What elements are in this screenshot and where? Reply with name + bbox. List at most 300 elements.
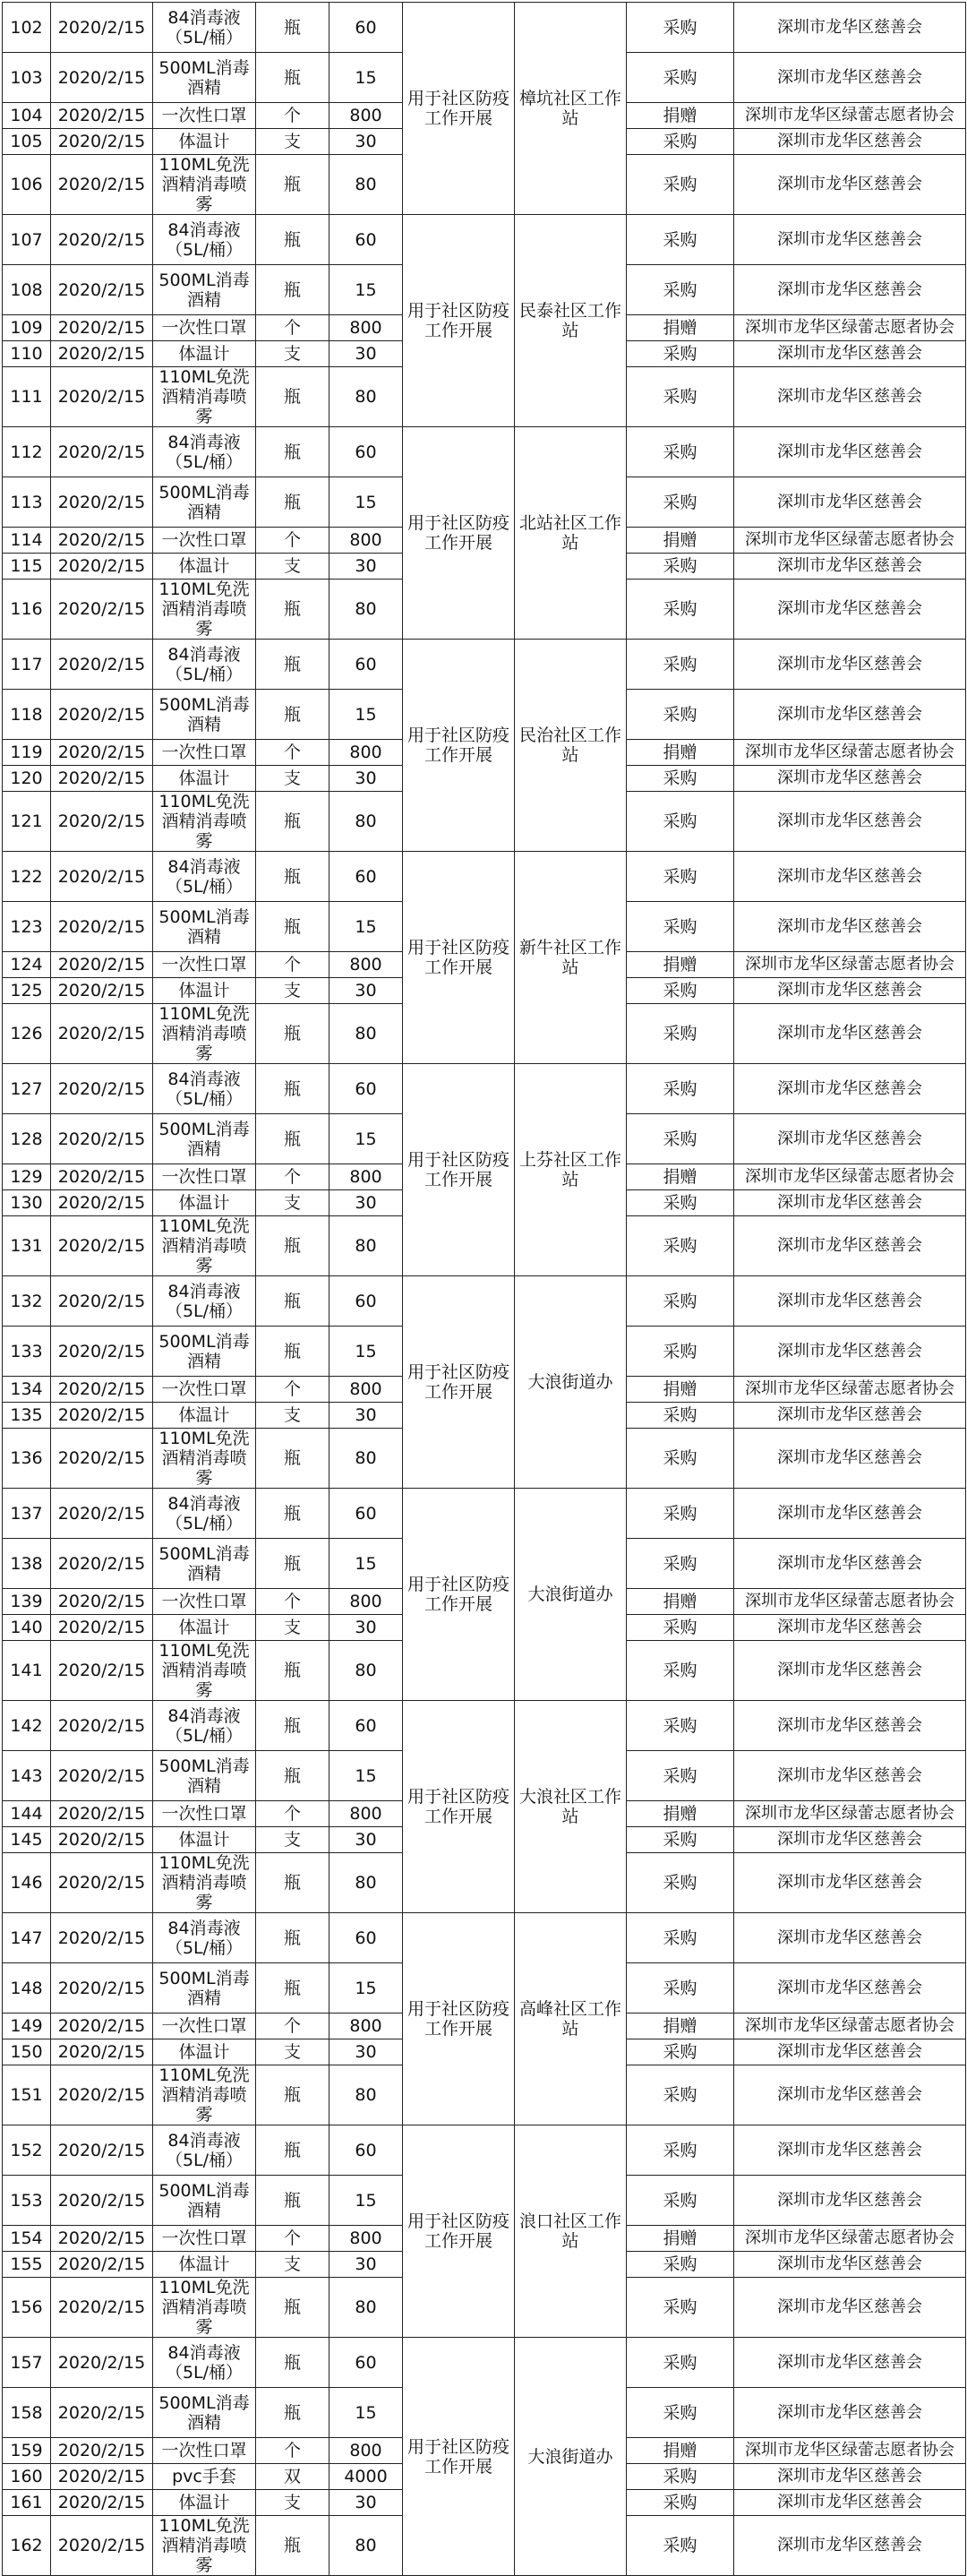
source-organization-cell: 深圳市龙华区慈善会 (734, 2252, 966, 2278)
unit-cell: 支 (256, 2039, 329, 2065)
source-organization-cell: 深圳市龙华区慈善会 (734, 2065, 966, 2125)
serial-number-cell: 102 (3, 3, 51, 53)
date-cell: 2020/2/15 (51, 103, 153, 129)
source-organization-cell: 深圳市龙华区慈善会 (734, 53, 966, 103)
item-name-cell: 110ML免洗酒精消毒喷雾 (153, 2516, 256, 2576)
date-cell: 2020/2/15 (51, 1377, 153, 1403)
serial-number-cell: 134 (3, 1377, 51, 1403)
table-row (3, 1489, 966, 1539)
date-cell: 2020/2/15 (51, 766, 153, 792)
serial-number-cell: 129 (3, 1164, 51, 1190)
quantity-cell: 15 (329, 2388, 403, 2438)
quantity-cell: 800 (329, 528, 403, 554)
item-name-cell: 一次性口罩 (153, 1589, 256, 1615)
acquisition-method-cell: 采购 (627, 477, 734, 528)
item-name-cell: 84消毒液（5L/桶） (153, 1064, 256, 1114)
source-organization-cell: 深圳市龙华区慈善会 (734, 1489, 966, 1539)
quantity-cell: 30 (329, 1827, 403, 1853)
unit-cell: 瓶 (256, 1114, 329, 1164)
serial-number-cell: 112 (3, 427, 51, 477)
date-cell: 2020/2/15 (51, 1751, 153, 1801)
date-cell: 2020/2/15 (51, 315, 153, 341)
serial-number-cell: 154 (3, 2226, 51, 2252)
source-organization-cell: 深圳市龙华区慈善会 (734, 1913, 966, 1963)
quantity-cell: 80 (329, 1004, 403, 1064)
item-name-cell: 一次性口罩 (153, 315, 256, 341)
acquisition-method-cell: 采购 (627, 2464, 734, 2490)
acquisition-method-cell: 采购 (627, 766, 734, 792)
source-organization-cell: 深圳市龙华区慈善会 (734, 580, 966, 640)
source-organization-cell: 深圳市龙华区慈善会 (734, 1276, 966, 1327)
date-cell: 2020/2/15 (51, 852, 153, 902)
serial-number-cell: 131 (3, 1216, 51, 1276)
quantity-cell: 15 (329, 902, 403, 952)
item-name-cell: 84消毒液（5L/桶） (153, 1913, 256, 1963)
quantity-cell: 30 (329, 554, 403, 580)
acquisition-method-cell: 采购 (627, 1403, 734, 1429)
serial-number-cell: 114 (3, 528, 51, 554)
item-name-cell: 500ML消毒酒精 (153, 265, 256, 315)
serial-number-cell: 148 (3, 1963, 51, 2014)
quantity-cell: 30 (329, 766, 403, 792)
date-cell: 2020/2/15 (51, 2464, 153, 2490)
unit-cell: 瓶 (256, 427, 329, 477)
serial-number-cell: 109 (3, 315, 51, 341)
recipient-station-cell: 大浪街道办 (515, 1276, 627, 1489)
item-name-cell: 一次性口罩 (153, 740, 256, 766)
unit-cell: 个 (256, 528, 329, 554)
item-name-cell: 84消毒液（5L/桶） (153, 1489, 256, 1539)
purpose-cell: 用于社区防疫工作开展 (403, 1489, 515, 1701)
item-name-cell: 500ML消毒酒精 (153, 53, 256, 103)
unit-cell: 瓶 (256, 1701, 329, 1751)
date-cell: 2020/2/15 (51, 2039, 153, 2065)
date-cell: 2020/2/15 (51, 1403, 153, 1429)
item-name-cell: 体温计 (153, 1190, 256, 1216)
date-cell: 2020/2/15 (51, 215, 153, 265)
quantity-cell: 80 (329, 155, 403, 215)
quantity-cell: 15 (329, 690, 403, 740)
item-name-cell: 体温计 (153, 2039, 256, 2065)
acquisition-method-cell: 采购 (627, 1489, 734, 1539)
date-cell: 2020/2/15 (51, 2278, 153, 2338)
acquisition-method-cell: 采购 (627, 129, 734, 155)
date-cell: 2020/2/15 (51, 1190, 153, 1216)
acquisition-method-cell: 采购 (627, 1429, 734, 1489)
unit-cell: 瓶 (256, 1064, 329, 1114)
acquisition-method-cell: 采购 (627, 1913, 734, 1963)
source-organization-cell: 深圳市龙华区慈善会 (734, 852, 966, 902)
serial-number-cell: 121 (3, 792, 51, 852)
unit-cell: 支 (256, 129, 329, 155)
recipient-station-cell: 大浪社区工作站 (515, 1701, 627, 1913)
quantity-cell: 60 (329, 2338, 403, 2388)
unit-cell: 支 (256, 1403, 329, 1429)
source-organization-cell: 深圳市龙华区慈善会 (734, 1701, 966, 1751)
unit-cell: 个 (256, 1801, 329, 1827)
item-name-cell: 体温计 (153, 554, 256, 580)
source-organization-cell: 深圳市龙华区慈善会 (734, 2338, 966, 2388)
serial-number-cell: 113 (3, 477, 51, 528)
source-organization-cell: 深圳市龙华区绿蕾志愿者协会 (734, 952, 966, 978)
serial-number-cell: 126 (3, 1004, 51, 1064)
quantity-cell: 60 (329, 640, 403, 690)
quantity-cell: 800 (329, 740, 403, 766)
serial-number-cell: 140 (3, 1615, 51, 1641)
acquisition-method-cell: 采购 (627, 852, 734, 902)
acquisition-method-cell: 捐赠 (627, 740, 734, 766)
acquisition-method-cell: 采购 (627, 792, 734, 852)
serial-number-cell: 151 (3, 2065, 51, 2125)
serial-number-cell: 110 (3, 341, 51, 367)
unit-cell: 瓶 (256, 2338, 329, 2388)
date-cell: 2020/2/15 (51, 155, 153, 215)
source-organization-cell: 深圳市龙华区慈善会 (734, 367, 966, 427)
date-cell: 2020/2/15 (51, 902, 153, 952)
recipient-station-cell: 高峰社区工作站 (515, 1913, 627, 2125)
serial-number-cell: 119 (3, 740, 51, 766)
source-organization-cell: 深圳市龙华区慈善会 (734, 1327, 966, 1377)
unit-cell: 个 (256, 2014, 329, 2039)
serial-number-cell: 142 (3, 1701, 51, 1751)
purpose-cell: 用于社区防疫工作开展 (403, 1064, 515, 1276)
unit-cell: 瓶 (256, 1751, 329, 1801)
date-cell: 2020/2/15 (51, 477, 153, 528)
unit-cell: 瓶 (256, 580, 329, 640)
unit-cell: 瓶 (256, 3, 329, 53)
serial-number-cell: 145 (3, 1827, 51, 1853)
purpose-cell: 用于社区防疫工作开展 (403, 640, 515, 852)
table-row (3, 852, 966, 902)
source-organization-cell: 深圳市龙华区慈善会 (734, 155, 966, 215)
date-cell: 2020/2/15 (51, 2065, 153, 2125)
acquisition-method-cell: 采购 (627, 1539, 734, 1589)
acquisition-method-cell: 采购 (627, 2125, 734, 2176)
quantity-cell: 60 (329, 2125, 403, 2176)
serial-number-cell: 111 (3, 367, 51, 427)
serial-number-cell: 157 (3, 2338, 51, 2388)
item-name-cell: 500ML消毒酒精 (153, 690, 256, 740)
date-cell: 2020/2/15 (51, 792, 153, 852)
item-name-cell: 84消毒液（5L/桶） (153, 640, 256, 690)
quantity-cell: 30 (329, 1403, 403, 1429)
unit-cell: 瓶 (256, 792, 329, 852)
unit-cell: 个 (256, 103, 329, 129)
date-cell: 2020/2/15 (51, 2125, 153, 2176)
serial-number-cell: 104 (3, 103, 51, 129)
item-name-cell: 110ML免洗酒精消毒喷雾 (153, 1853, 256, 1913)
table-row (3, 2125, 966, 2176)
date-cell: 2020/2/15 (51, 1004, 153, 1064)
item-name-cell: 84消毒液（5L/桶） (153, 1701, 256, 1751)
source-organization-cell: 深圳市龙华区慈善会 (734, 1853, 966, 1913)
date-cell: 2020/2/15 (51, 1641, 153, 1701)
source-organization-cell: 深圳市龙华区慈善会 (734, 1190, 966, 1216)
serial-number-cell: 153 (3, 2176, 51, 2226)
date-cell: 2020/2/15 (51, 1064, 153, 1114)
serial-number-cell: 123 (3, 902, 51, 952)
item-name-cell: 一次性口罩 (153, 952, 256, 978)
date-cell: 2020/2/15 (51, 740, 153, 766)
item-name-cell: 体温计 (153, 2252, 256, 2278)
purpose-cell: 用于社区防疫工作开展 (403, 1701, 515, 1913)
item-name-cell: 500ML消毒酒精 (153, 902, 256, 952)
source-organization-cell: 深圳市龙华区慈善会 (734, 3, 966, 53)
recipient-station-cell: 北站社区工作站 (515, 427, 627, 640)
acquisition-method-cell: 采购 (627, 640, 734, 690)
item-name-cell: 84消毒液（5L/桶） (153, 1276, 256, 1327)
acquisition-method-cell: 采购 (627, 1114, 734, 1164)
item-name-cell: 体温计 (153, 766, 256, 792)
unit-cell: 瓶 (256, 477, 329, 528)
acquisition-method-cell: 采购 (627, 2065, 734, 2125)
source-organization-cell: 深圳市龙华区慈善会 (734, 902, 966, 952)
date-cell: 2020/2/15 (51, 341, 153, 367)
unit-cell: 瓶 (256, 1963, 329, 2014)
acquisition-method-cell: 采购 (627, 3, 734, 53)
acquisition-method-cell: 捐赠 (627, 2014, 734, 2039)
quantity-cell: 80 (329, 367, 403, 427)
quantity-cell: 30 (329, 2039, 403, 2065)
acquisition-method-cell: 采购 (627, 1853, 734, 1913)
acquisition-method-cell: 采购 (627, 690, 734, 740)
table-row (3, 215, 966, 265)
serial-number-cell: 156 (3, 2278, 51, 2338)
source-organization-cell: 深圳市龙华区绿蕾志愿者协会 (734, 315, 966, 341)
date-cell: 2020/2/15 (51, 640, 153, 690)
quantity-cell: 800 (329, 1377, 403, 1403)
unit-cell: 支 (256, 2490, 329, 2516)
quantity-cell: 15 (329, 1327, 403, 1377)
serial-number-cell: 137 (3, 1489, 51, 1539)
source-organization-cell: 深圳市龙华区慈善会 (734, 1641, 966, 1701)
source-organization-cell: 深圳市龙华区绿蕾志愿者协会 (734, 1801, 966, 1827)
unit-cell: 个 (256, 2438, 329, 2464)
unit-cell: 支 (256, 1827, 329, 1853)
serial-number-cell: 122 (3, 852, 51, 902)
quantity-cell: 60 (329, 3, 403, 53)
source-organization-cell: 深圳市龙华区慈善会 (734, 2516, 966, 2576)
recipient-station-cell: 浪口社区工作站 (515, 2125, 627, 2338)
acquisition-method-cell: 采购 (627, 1190, 734, 1216)
date-cell: 2020/2/15 (51, 1827, 153, 1853)
recipient-station-cell: 民治社区工作站 (515, 640, 627, 852)
quantity-cell: 800 (329, 2014, 403, 2039)
unit-cell: 瓶 (256, 852, 329, 902)
serial-number-cell: 139 (3, 1589, 51, 1615)
unit-cell: 瓶 (256, 2516, 329, 2576)
acquisition-method-cell: 采购 (627, 1963, 734, 2014)
table-row (3, 427, 966, 477)
serial-number-cell: 106 (3, 155, 51, 215)
item-name-cell: 84消毒液（5L/桶） (153, 2125, 256, 2176)
recipient-station-cell: 大浪街道办 (515, 2338, 627, 2576)
serial-number-cell: 124 (3, 952, 51, 978)
quantity-cell: 60 (329, 852, 403, 902)
table-row (3, 640, 966, 690)
item-name-cell: 110ML免洗酒精消毒喷雾 (153, 2278, 256, 2338)
source-organization-cell: 深圳市龙华区慈善会 (734, 265, 966, 315)
date-cell: 2020/2/15 (51, 1615, 153, 1641)
unit-cell: 瓶 (256, 690, 329, 740)
acquisition-method-cell: 采购 (627, 554, 734, 580)
serial-number-cell: 155 (3, 2252, 51, 2278)
quantity-cell: 80 (329, 1853, 403, 1913)
acquisition-method-cell: 采购 (627, 1615, 734, 1641)
serial-number-cell: 138 (3, 1539, 51, 1589)
date-cell: 2020/2/15 (51, 554, 153, 580)
unit-cell: 双 (256, 2464, 329, 2490)
date-cell: 2020/2/15 (51, 2338, 153, 2388)
date-cell: 2020/2/15 (51, 1963, 153, 2014)
item-name-cell: 110ML免洗酒精消毒喷雾 (153, 580, 256, 640)
acquisition-method-cell: 采购 (627, 427, 734, 477)
recipient-station-cell: 上芬社区工作站 (515, 1064, 627, 1276)
item-name-cell: 一次性口罩 (153, 1801, 256, 1827)
quantity-cell: 15 (329, 2176, 403, 2226)
source-organization-cell: 深圳市龙华区慈善会 (734, 341, 966, 367)
source-organization-cell: 深圳市龙华区绿蕾志愿者协会 (734, 103, 966, 129)
item-name-cell: 体温计 (153, 1403, 256, 1429)
date-cell: 2020/2/15 (51, 53, 153, 103)
quantity-cell: 800 (329, 2226, 403, 2252)
unit-cell: 瓶 (256, 1539, 329, 1589)
source-organization-cell: 深圳市龙华区慈善会 (734, 427, 966, 477)
item-name-cell: 体温计 (153, 1827, 256, 1853)
quantity-cell: 15 (329, 477, 403, 528)
quantity-cell: 60 (329, 1701, 403, 1751)
unit-cell: 个 (256, 740, 329, 766)
unit-cell: 瓶 (256, 1327, 329, 1377)
date-cell: 2020/2/15 (51, 2176, 153, 2226)
source-organization-cell: 深圳市龙华区慈善会 (734, 1963, 966, 2014)
purpose-cell: 用于社区防疫工作开展 (403, 2125, 515, 2338)
serial-number-cell: 150 (3, 2039, 51, 2065)
source-organization-cell: 深圳市龙华区绿蕾志愿者协会 (734, 1164, 966, 1190)
item-name-cell: 体温计 (153, 129, 256, 155)
quantity-cell: 800 (329, 103, 403, 129)
serial-number-cell: 152 (3, 2125, 51, 2176)
item-name-cell: 500ML消毒酒精 (153, 1114, 256, 1164)
unit-cell: 支 (256, 2252, 329, 2278)
unit-cell: 瓶 (256, 2176, 329, 2226)
unit-cell: 支 (256, 341, 329, 367)
quantity-cell: 800 (329, 1589, 403, 1615)
unit-cell: 瓶 (256, 1489, 329, 1539)
serial-number-cell: 159 (3, 2438, 51, 2464)
acquisition-method-cell: 采购 (627, 1327, 734, 1377)
acquisition-method-cell: 捐赠 (627, 315, 734, 341)
serial-number-cell: 120 (3, 766, 51, 792)
quantity-cell: 800 (329, 2438, 403, 2464)
source-organization-cell: 深圳市龙华区慈善会 (734, 766, 966, 792)
quantity-cell: 80 (329, 1216, 403, 1276)
source-organization-cell: 深圳市龙华区慈善会 (734, 1615, 966, 1641)
date-cell: 2020/2/15 (51, 2252, 153, 2278)
serial-number-cell: 135 (3, 1403, 51, 1429)
item-name-cell: pvc手套 (153, 2464, 256, 2490)
serial-number-cell: 127 (3, 1064, 51, 1114)
quantity-cell: 60 (329, 1276, 403, 1327)
unit-cell: 瓶 (256, 2388, 329, 2438)
unit-cell: 瓶 (256, 1913, 329, 1963)
date-cell: 2020/2/15 (51, 2226, 153, 2252)
item-name-cell: 110ML免洗酒精消毒喷雾 (153, 1004, 256, 1064)
donation-ledger-table (2, 2, 966, 2576)
acquisition-method-cell: 采购 (627, 1216, 734, 1276)
acquisition-method-cell: 采购 (627, 580, 734, 640)
serial-number-cell: 149 (3, 2014, 51, 2039)
serial-number-cell: 115 (3, 554, 51, 580)
unit-cell: 支 (256, 978, 329, 1004)
quantity-cell: 800 (329, 1164, 403, 1190)
item-name-cell: 110ML免洗酒精消毒喷雾 (153, 1429, 256, 1489)
unit-cell: 个 (256, 1377, 329, 1403)
recipient-station-cell: 樟坑社区工作站 (515, 3, 627, 215)
quantity-cell: 30 (329, 341, 403, 367)
source-organization-cell: 深圳市龙华区慈善会 (734, 2278, 966, 2338)
unit-cell: 瓶 (256, 1853, 329, 1913)
unit-cell: 个 (256, 315, 329, 341)
serial-number-cell: 144 (3, 1801, 51, 1827)
date-cell: 2020/2/15 (51, 2438, 153, 2464)
source-organization-cell: 深圳市龙华区绿蕾志愿者协会 (734, 528, 966, 554)
date-cell: 2020/2/15 (51, 1327, 153, 1377)
item-name-cell: 一次性口罩 (153, 528, 256, 554)
source-organization-cell: 深圳市龙华区绿蕾志愿者协会 (734, 2438, 966, 2464)
purpose-cell: 用于社区防疫工作开展 (403, 3, 515, 215)
item-name-cell: 110ML免洗酒精消毒喷雾 (153, 792, 256, 852)
acquisition-method-cell: 采购 (627, 341, 734, 367)
source-organization-cell: 深圳市龙华区绿蕾志愿者协会 (734, 2226, 966, 2252)
date-cell: 2020/2/15 (51, 580, 153, 640)
acquisition-method-cell: 捐赠 (627, 1377, 734, 1403)
item-name-cell: 一次性口罩 (153, 1164, 256, 1190)
quantity-cell: 60 (329, 215, 403, 265)
date-cell: 2020/2/15 (51, 2516, 153, 2576)
source-organization-cell: 深圳市龙华区慈善会 (734, 978, 966, 1004)
unit-cell: 支 (256, 1615, 329, 1641)
item-name-cell: 500ML消毒酒精 (153, 1963, 256, 2014)
quantity-cell: 80 (329, 2278, 403, 2338)
source-organization-cell: 深圳市龙华区慈善会 (734, 2490, 966, 2516)
table-row (3, 1064, 966, 1114)
acquisition-method-cell: 捐赠 (627, 1589, 734, 1615)
quantity-cell: 30 (329, 2252, 403, 2278)
unit-cell: 瓶 (256, 155, 329, 215)
acquisition-method-cell: 采购 (627, 1641, 734, 1701)
unit-cell: 支 (256, 1190, 329, 1216)
quantity-cell: 4000 (329, 2464, 403, 2490)
date-cell: 2020/2/15 (51, 978, 153, 1004)
recipient-station-cell: 大浪街道办 (515, 1489, 627, 1701)
source-organization-cell: 深圳市龙华区慈善会 (734, 2039, 966, 2065)
source-organization-cell: 深圳市龙华区绿蕾志愿者协会 (734, 2014, 966, 2039)
serial-number-cell: 147 (3, 1913, 51, 1963)
unit-cell: 瓶 (256, 2065, 329, 2125)
quantity-cell: 80 (329, 2065, 403, 2125)
quantity-cell: 60 (329, 427, 403, 477)
serial-number-cell: 132 (3, 1276, 51, 1327)
purpose-cell: 用于社区防疫工作开展 (403, 2338, 515, 2576)
unit-cell: 支 (256, 766, 329, 792)
unit-cell: 瓶 (256, 1429, 329, 1489)
acquisition-method-cell: 采购 (627, 2252, 734, 2278)
unit-cell: 个 (256, 1164, 329, 1190)
source-organization-cell: 深圳市龙华区慈善会 (734, 2176, 966, 2226)
date-cell: 2020/2/15 (51, 1216, 153, 1276)
date-cell: 2020/2/15 (51, 1164, 153, 1190)
